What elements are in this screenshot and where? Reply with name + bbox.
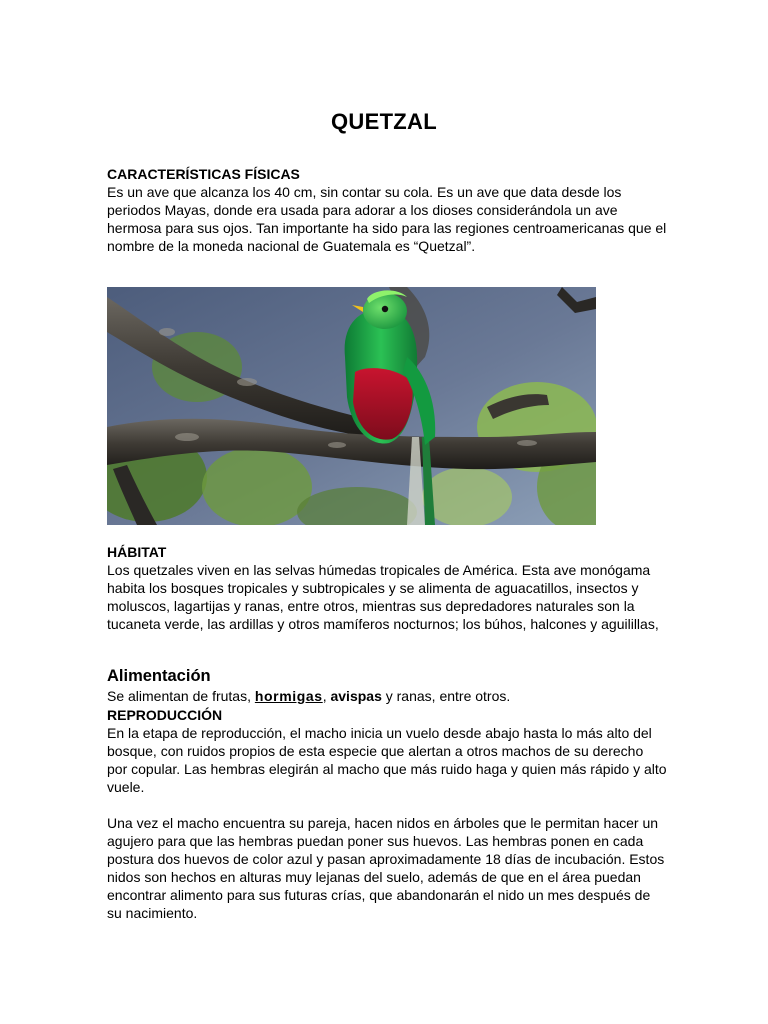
section-alimentacion — [107, 666, 667, 705]
alimentacion-text-start: Se alimentan de frutas, — [107, 688, 255, 704]
section-heading-habitat: HÁBITAT — [107, 544, 167, 560]
paragraph-alimentacion — [107, 687, 667, 705]
quetzal-photo — [107, 287, 596, 525]
paragraph-reproduccion-2: Una vez el macho encuentra su pareja, hacen nidos en árboles que le permitan hacer un agujero para que las hembras puedan poner sus huevos. Las hembras ponen en cada postura dos huevos de color azul y pasan aproximadamente 18 días de incubación. Estos nidos son hechos en alturas muy lejanas del suelo, además de que en el área puedan encontrar alimento para sus futuras crías, que abandonarán el nido un mes después de su nacimiento. — [107, 815, 665, 921]
document-title: QUETZAL — [331, 109, 437, 134]
section-heading-alimentacion: Alimentación — [107, 667, 211, 685]
alimentacion-comma: , — [322, 688, 331, 704]
link-hormigas[interactable]: hormigas — [254, 688, 323, 704]
paragraph-habitat: Los quetzales viven en las selvas húmedas tropicales de América. Esta ave monógama habita los bosques tropicales y subtropicales y se alimenta de aguacatillos, insectos y moluscos, lagartijas y ranas, entre otros, mientras sus depredadores naturales son la tucaneta verde, las ardillas y otros mamíferos nocturnos; los búhos, halcones y aguilillas, — [107, 562, 659, 632]
paragraph-caracteristicas: Es un ave que alcanza los 40 cm, sin contar su cola. Es un ave que data desde los periodos Mayas, donde era usada para adorar a los dioses considerándola un ave hermosa para sus ojos. Tan importante ha sido para las regiones centroamericanas que el nombre de la moneda nacional de Guatemala es “Quetzal”. — [107, 184, 667, 254]
word-avispas: avispas — [330, 688, 382, 704]
section-caracteristicas — [107, 165, 667, 255]
section-reproduccion — [107, 706, 667, 922]
section-heading-reproduccion: REPRODUCCIÓN — [107, 707, 223, 723]
paragraph-reproduccion-1: En la etapa de reproducción, el macho inicia un vuelo desde abajo hasta lo más alto del bosque, con ruidos propios de esta especie que alertan a otros machos de su derecho por copular. Las hembras elegirán al macho que más ruido haga y quien más rápido y alto vuele. — [107, 725, 667, 795]
section-habitat — [107, 543, 667, 633]
alimentacion-text-end: y ranas, entre otros. — [381, 688, 511, 704]
section-heading-caracteristicas: CARACTERÍSTICAS FÍSICAS — [107, 166, 300, 182]
